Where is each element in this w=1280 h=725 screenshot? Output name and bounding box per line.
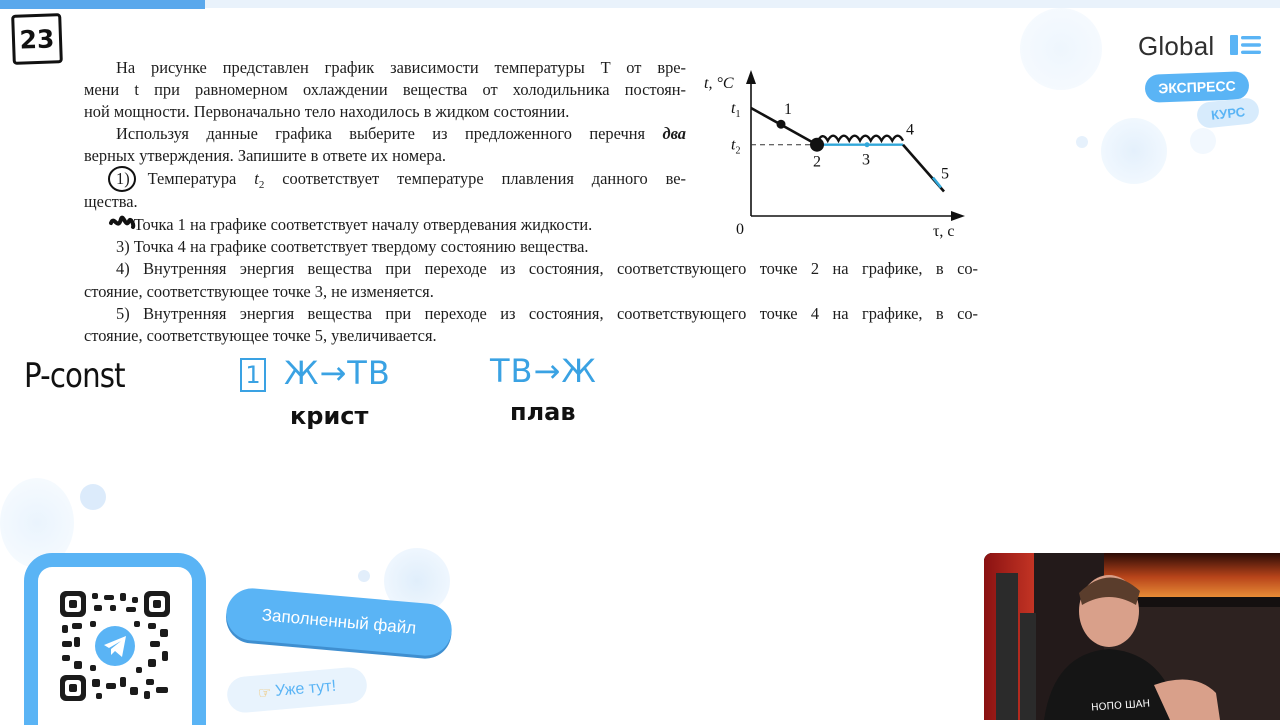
problem-intro-line-3: ной мощности. Первоначально тело находилось в жидком состоянии.: [84, 102, 570, 121]
annotation-solid-to-liquid: ТВ→Ж: [490, 352, 597, 390]
course-pill: КУРС: [1196, 97, 1260, 129]
shirt-text: НОПО ШАН: [1090, 698, 1151, 714]
annotation-liquid-to-solid: Ж→ТВ: [284, 354, 391, 392]
webcam-frame: [984, 553, 1280, 720]
point-label-1: 1: [784, 101, 792, 119]
scribble-mark-option-2: [108, 213, 136, 233]
point-label-4: 4: [906, 121, 914, 139]
option-5-line-1: 5) Внутренняя энергия вещества при переходе из состояния, соответствующего точке 4 на графике, в со-: [116, 304, 978, 323]
plateau-wavy-annotation: [817, 136, 903, 143]
point-label-2: 2: [813, 153, 821, 171]
brand-logo-icon: [1230, 35, 1262, 55]
point-1-marker: [777, 120, 786, 129]
problem-instruction-line-2: верных утверждения. Запишите в ответе их номера.: [84, 146, 446, 165]
option-1-line-1: 1) Температура $t_2$ соответствует температуре плавления данного ве-: [116, 169, 686, 191]
option-4-line-1: 4) Внутренняя энергия вещества при переходе из состояния, соответствующего точке 2 на графике, в со-: [116, 259, 978, 278]
y-axis-label: t, °C: [704, 75, 734, 92]
option-2: Точка 1 на графике соответствует началу отвердевания жидкости.: [116, 214, 592, 236]
telegram-qr-code[interactable]: [60, 591, 170, 701]
top-tab-indicator: [0, 0, 205, 9]
option-4-line-2: стояние, соответствующее точке 3, не изменяется.: [84, 282, 434, 301]
origin-label: 0: [736, 221, 744, 238]
annotation-p-const: P-const: [24, 356, 125, 396]
option-number: 3): [116, 237, 130, 256]
temperature-time-chart: [696, 66, 976, 242]
point-3-marker: [865, 142, 870, 147]
y-tick-label-2: $t_2$: [731, 136, 741, 157]
task-number: 23: [11, 13, 63, 65]
bg-bubble: [1101, 118, 1167, 184]
option-3: 3) Точка 4 на графике соответствует твердому состоянию вещества.: [116, 237, 589, 256]
option-number: 5): [116, 304, 130, 323]
point-label-3: 3: [862, 151, 870, 169]
option-number: 4): [116, 259, 130, 278]
webcam-video: [984, 553, 1280, 720]
y-axis-arrow: [746, 70, 756, 84]
bg-bubble: [358, 570, 370, 582]
circle-mark-option-1: [106, 164, 138, 194]
annotation-melting: плав: [510, 398, 576, 426]
annotation-crystallization: крист: [290, 402, 369, 430]
express-pill: ЭКСПРЕСС: [1145, 71, 1250, 103]
problem-instruction-line-1: Используя данные графика выберите из предложенного перечня два: [116, 124, 686, 143]
bg-bubble: [80, 484, 106, 510]
y-tick-label-1: $t_1$: [731, 100, 741, 120]
x-axis-arrow: [951, 211, 965, 221]
brand-logo-text: Global: [1138, 31, 1215, 61]
already-here-tag[interactable]: [226, 666, 369, 714]
bg-bubble: [1076, 136, 1088, 148]
point-label-5: 5: [941, 165, 949, 183]
annotation-box-1: 1: [240, 358, 266, 392]
bg-bubble: [1020, 8, 1102, 90]
point-5-mark: [933, 178, 941, 188]
option-1-line-2: щества.: [84, 192, 138, 211]
option-5-line-2: стояние, соответствующее точке 5, увеличивается.: [84, 326, 437, 345]
filled-file-button[interactable]: Заполненный файл: [224, 586, 454, 657]
x-axis-label: τ, с: [933, 223, 955, 240]
bg-bubble: [1190, 128, 1216, 154]
point-2-marker: [810, 138, 824, 152]
already-here-label: Уже тут!: [274, 677, 337, 700]
option-number: 1): [116, 169, 130, 188]
pointing-hand-icon: ☞: [257, 684, 273, 703]
problem-intro-line-1: На рисунке представлен график зависимости температуры T от вре-: [116, 58, 686, 77]
problem-intro-line-2: мени t при равномерном охлаждении вещества от холодильника постоян-: [84, 80, 686, 99]
